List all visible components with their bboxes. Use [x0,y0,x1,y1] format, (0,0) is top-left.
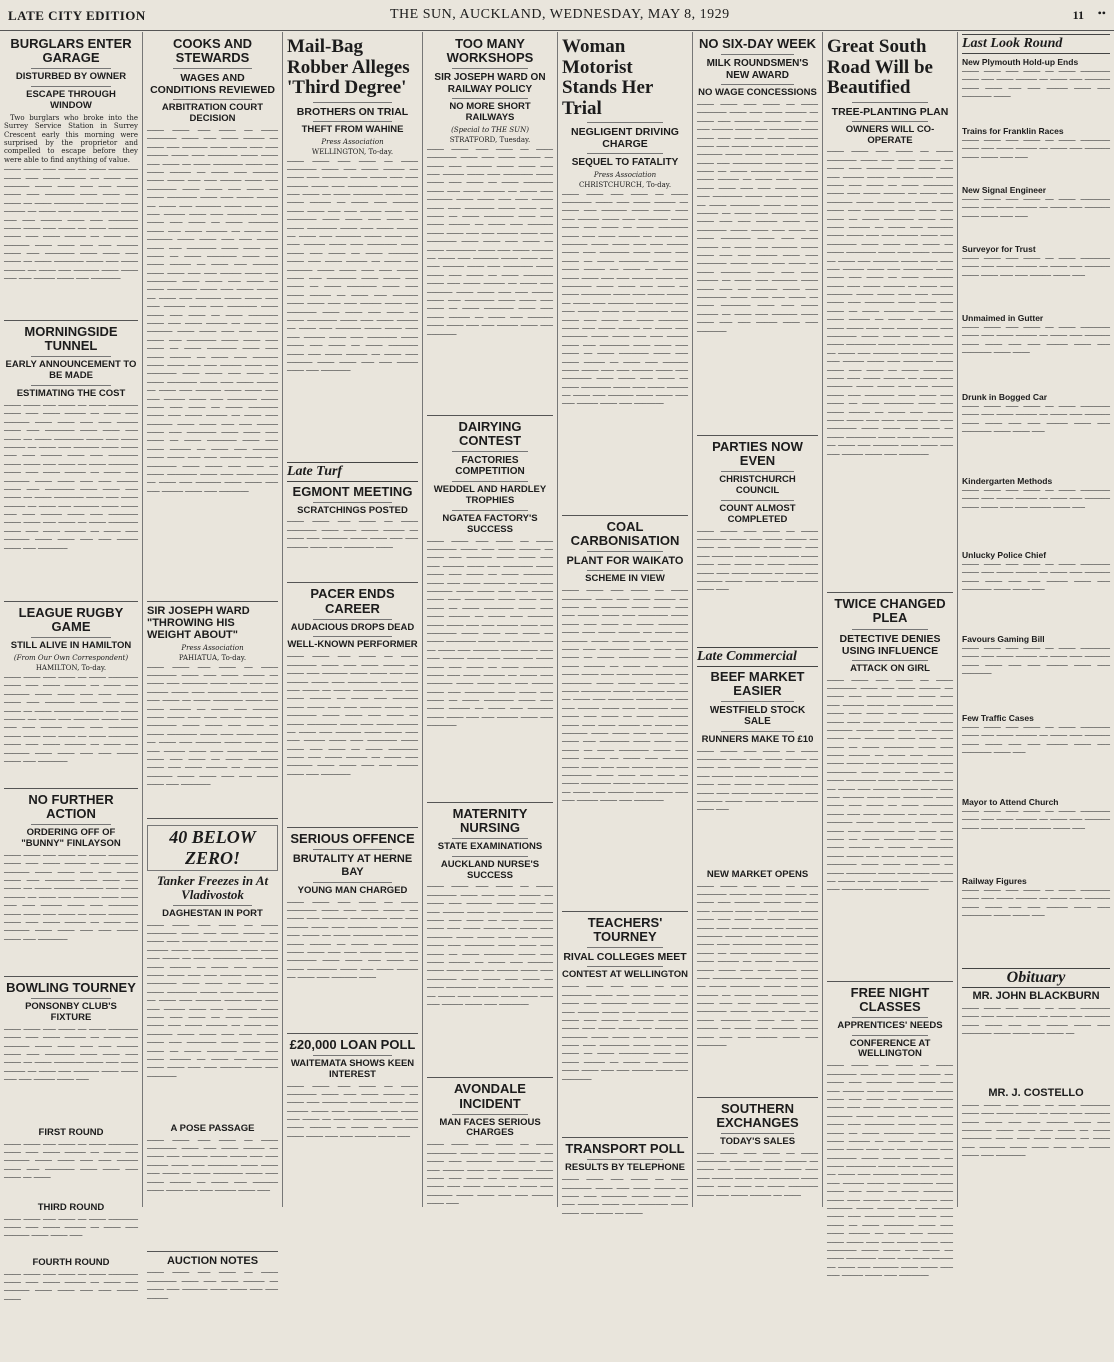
article-body: ──── ──── ─── ──── ── ──── ─────── ──── ─── ──── ───── ── ──── ─── ────── ──── ──── ─── ─── ───── [147,1269,278,1303]
section-last-look-round: Last Look Round [962,34,1110,54]
article-body: ──── ──── ─── ──── ── ──── ─────── ──── ─── ──── ───── ── ──── ─── ────── ──── ──── ─── ─── ───── ──── ─── ─────── ──── ──── ─── ──── ── ──── ─────── ──── ─── ──── ───── ── ──── ─── ────── ──── ──── ─── ─── ───── ──── ─── ─────── ──── ──── ─── ──── ── ──── ─────── ──── ─── ──── ───── ── ──── ─── ────── ──── ──── ─── ─── ───── ──── ─── ─────── ──── ──── ─── ──── ── ──── ─────── ──── ─── ──── ───── ── ──── ─── ────── ──── ──── ─── ─── ───── ──── ─── ─────── ──── ──── ─── ──── ── ──── ─────── ──── ─── ──── ───── ── ──── ─── ────── ──── ──── ─── ─── ───── ──── ─── ─────── ──── ──── ─── ──── ── ──── ─────── ──── ─── ──── ───── ── ──── ─── ────── ──── ──── ─── ─── ───── ──── ─── ─────── ──── ──── ─── ──── ── ──── ─────── ──── ─── ──── ───── ── ──── ─── ────── ──── ──── ─── ─── ───── ──── ─── ─────── [827,1062,953,1281]
deck-daghestan: DAGHESTAN IN PORT [162,907,263,919]
article-body: ──── ──── ─── ──── ── ──── ─────── ──── ─── ──── ───── ── ──── ─── ────── ──── ──── ─── ─── ───── ──── ─── ─────── ──── ──── ─── ──── ── ──── ─────── ──── ─── ──── ───── ── ──── ─── ────── ──── ──── ─── ─── ───── ──── ─── ─────── ──── ──── ─── ──── ── ──── ─────── ──── ─── ──── ───── ── ──── ─── ────── ──── ──── ─── ─── ───── ──── ─── ─────── [4,851,138,944]
deck-wages: WAGES AND CONDITIONS REVIEWED [150,72,275,97]
deck-no-wage: NO WAGE CONCESSIONS [698,87,817,99]
dateline-pahiatua: PAHIATUA, To-day. [178,653,247,662]
article-body: ──── ──── ─── ──── ── ──── ─────── ──── ─── ──── ───── ── ──── ─── ────── ──── ──── ─── ─── [962,196,1110,221]
deck-runners: RUNNERS MAKE TO £10 [701,733,814,745]
section-late-commercial: Late Commercial [697,647,818,667]
brief-drunk: Drunk in Bogged Car [962,392,1048,402]
column-1 [0,32,143,1304]
article-body: ──── ──── ─── ──── ── ──── ─────── ──── ─── ──── ───── ── ──── ─── ────── ──── ──── ─── ─── ───── ──── ─── ─────── ──── ──── ─── ──── ── ──── ─────── ──── ─── ──── ───── ── ──── ─── ────── ──── ──── ─── ─── ───── ──── ─── ─────── ──── ──── ─── ──── ── ──── ─────── ──── ─── ──── ───── ── ──── ─── ────── ──── ──── ─── ─── ───── ──── ─── ─────── ──── ──── ─── ──── ── ──── ─────── ──── ─── ──── ───── ── ──── ─── ────── ──── ──── ─── ─── ───── ──── ─── ─────── ──── ──── ─── ──── ── ──── ─────── ──── ─── ──── ───── ── ──── ─── ────── ──── ──── ─── ─── ───── ──── ─── ─────── ──── ──── ─── ──── ── ──── ─────── ──── ─── ──── ───── ── ──── ─── ────── ──── ──── ─── ─── ───── ──── ─── ─────── ──── ──── ─── ──── ── ──── ─────── ──── ─── ──── ───── ── ──── ─── ────── ──── ──── ─── ─── ───── ──── ─── ─────── [827,676,953,895]
article-body: ──── ──── ─── ──── ── ──── ─────── ──── ─── ──── ───── ── ──── ─── ────── ──── ──── ─── ─── ───── ──── ─── ─────── ──── ──── ─── ──── ── ──── ─────── ──── ─── ──── ───── ── ──── ─── ────── ──── ──── ─── ─── ───── ──── ─── ─────── ──── ──── ─── ──── ── ──── ─────── ──── ─── ──── ───── ── ──── ─── ────── ──── ──── ─── ─── ───── ──── ─── ─────── ──── ──── ─── ──── ── ──── ─────── ──── ─── ──── ───── ── ──── ─── ────── ──── ──── ─── ─── ───── ──── ─── ─────── ──── ──── ─── ──── ── ──── ─────── ──── ─── ──── ───── ── ──── ─── ────── ──── ──── ─── ─── ───── ──── ─── ─────── [697,882,818,1051]
byline-press-association: Press Association [593,170,657,179]
article-body: ──── ──── ─── ──── ── ──── ─────── ──── ─── ──── ───── ── ──── ─── ────── ──── ──── ─── ─── ───── ──── ─── ─────── ──── ──── ─── ──── ── ──── ─────── ──── ─── ──── ───── ── ──── [697,1149,818,1200]
article-body: ──── ──── ─── ──── ── ──── ─────── ──── ─── ──── ───── ── ──── ─── ────── ──── ──── ─── ─── ───── ──── ─── ─────── ──── ──── ─── ──── ── ──── ─────── ──── ─── ──── ───── ── ──── ─── ────── ──── ──── ─── ─── ───── ──── ─── ─────── ──── ──── ─── ──── ── ──── ─────── ──── ─── ──── ───── ── ──── ─── ────── ──── ──── ─── ─── ───── ──── ─── ─────── ──── ──── ─── ──── ── ──── ─────── ──── ─── ──── ───── ── ──── ─── ────── ──── ──── ─── ─── ───── ──── ─── ─────── [287,653,418,779]
article-body: ──── ──── ─── ──── ── ──── ─────── ──── ─── ──── ───── ── ──── ─── ────── ──── ──── ─── ─── ───── ──── ─── ─────── ──── ──── ─── ──── ── ──── ─────── ──── ─── ──── ───── ── ──── ─── ────── ──── ──── ─── ─── ───── ──── ─── ─────── ──── ──── ─── ──── ── ──── ─────── ──── ─── ──── ───── ── ──── ─── ────── ──── ──── ─── ─── ───── ──── ─── ─────── ──── ──── ─── ──── ── ──── ─────── ──── ─── ──── ───── ── ──── ─── ────── ──── ──── ─── ─── ───── ──── ─── ─────── ──── ──── ─── ──── ── ──── ─────── ──── ─── ──── ───── ── ──── ─── ────── ──── ──── ─── ─── ───── ──── ─── ─────── ──── ──── ─── ──── ── ──── ─────── ──── ─── ──── ───── ── ──── ─── ────── ──── ──── ─── ─── ───── ──── ─── ─────── [427,145,553,339]
article-body: ──── ──── ─── ──── ── ──── ─────── ──── ─── ──── ───── ── ──── ─── ────── ──── ──── ─── ─── ───── ──── ─── ─────── ──── ──── ─── ──── ── ──── ─────── ──── ─── ──── ───── ── ──── ─── ────── ──── ──── ─── ─── ───── ──── ─── ─────── ──── ──── ─── ──── ── ──── ─────── ──── ─── ──── ───── ── ──── ─── ────── ──── ──── ─── ─── ───── ──── ─── ─────── ──── ──── ─── ──── ── ──── ─────── ──── ─── ──── ───── ── ──── ─── ────── ──── ──── ─── ─── ───── ──── ─── ─────── ──── ──── ─── ──── ── ──── ─────── ──── ─── ──── ───── ── ──── ─── ────── ──── ──── ─── ─── ───── ──── ─── ─────── [147,921,278,1081]
section-late-turf: Late Turf [287,462,418,482]
headline-burglars: BURGLARS ENTER GARAGE [10,36,132,66]
column-4 [423,32,558,1207]
deck-arbitration: ARBITRATION COURT DECISION [161,102,264,125]
headline-sir-joseph: SIR JOSEPH WARD "THROWING HIS WEIGHT ABOUT" [147,605,250,641]
brief-signal-engineer: New Signal Engineer [962,185,1047,195]
headline-teachers: TEACHERS' TOURNEY [587,915,663,945]
deck-audacious: AUDACIOUS DROPS DEAD [290,621,415,633]
headline-six-day-week: NO SIX-DAY WEEK [698,36,817,51]
dateline-stratford: STRATFORD, Tuesday. [449,135,531,144]
deck-nurse: AUCKLAND NURSE'S SUCCESS [440,858,540,881]
article-body: ──── ──── ─── ──── ── ──── ─────── ──── ─── ──── ───── ── ──── ─── ────── ──── ──── ─── ─── ───── ──── ─── ─────── ──── ──── ─── ──── ── ──── ─────── ──── ─── ──── ───── ── ──── ─── ────── ──── ──── ─── ─── ───── ──── ─── ─────── ──── ──── ─── ──── ── ──── ─────── ──── ─── ──── ───── ── ──── ─── ────── ──── ──── ─── ─── ───── ──── ─── ─────── ──── ──── ─── ──── ── ──── ─────── ──── ─── ──── ───── ── ──── ─── ────── ──── ──── ─── ─── ───── ──── ─── ─────── ──── ──── ─── ──── ── ──── ─────── ──── ─── ──── ───── ── ──── ─── ────── ──── ──── ─── ─── ───── ──── ─── ─────── ──── ──── ─── ──── ── ──── ─────── ──── ─── ──── ───── ── ──── ─── ────── ──── ──── ─── ─── ───── ──── ─── ─────── ──── ──── ─── ──── ── ──── ─────── ──── ─── ──── ───── ── ──── ─── ────── ──── ──── ─── ─── ───── ──── ─── ─────── [562,587,688,806]
deck-tree-planting: TREE-PLANTING PLAN [831,105,949,118]
deck-ordering-off: ORDERING OFF OF "BUNNY" FINLAYSON [21,827,121,849]
brief-traffic-cases: Few Traffic Cases [962,713,1034,723]
brief-unmaimed: Unmaimed in Gutter [962,313,1044,323]
headline-great-south-road: Great South Road Will be Beautified [827,36,933,99]
brief-gaming-bill: Favours Gaming Bill [962,634,1045,644]
deck-railway-policy: SIR JOSEPH WARD ON RAILWAY POLICY [434,72,546,95]
headline-40-below: 40 BELOW ZERO! [147,825,278,871]
deck-brothers: BROTHERS ON TRIAL [296,105,409,118]
deck-young-man: YOUNG MAN CHARGED [297,884,408,896]
deck-weddel: WEDDEL AND HARDLEY TROPHIES [433,483,547,506]
column-7 [823,32,958,1281]
brief-kindergarten: Kindergarten Methods [962,476,1053,486]
article-body: ──── ──── ─── ──── ── ──── ─────── ──── ─── ──── ───── ── ──── ─── ────── ──── ──── ─── ─── ───── ──── ─── ─────── ──── ──── ─── ──── ── ──── ─────── ──── ─── ──── ───── ── ──── ─── ────── ──── ──── ─── ─── ───── ──── ─── ─────── ──── ──── ─── ──── ── ──── ─────── ──── ─── ──── ───── ── ──── ─── ────── ──── ──── ─── ─── ───── ──── ─── ─────── ──── ──── ─── ──── ── ──── ─────── ──── ─── ──── ───── ── ──── ─── ────── ──── ──── ─── ─── ───── ──── ─── ─────── [147,663,278,790]
headline-dairying: DAIRYING CONTEST [458,418,522,448]
article-body: ──── ──── ─── ──── ── ──── ─────── ──── ─── ──── ───── ── ──── ─── ────── ──── ──── ─── ─── ───── ──── ─── ─────── ──── ──── ─── ──── ── ──── ─────── ──── ─── ──── ───── ── ──── ─── ────── ──── ──── ─── ─── ───── ──── ─── ─────── [962,1101,1110,1161]
column-8 [958,32,1114,1207]
deck-escape: ESCAPE THROUGH WINDOW [26,88,116,111]
article-body: ──── ──── ─── ──── ── ──── ─────── ──── ─── ──── ───── ── ──── ─── ────── ──── ──── ─── ─── ───── ──── ─── ─────── ──── ──── ─── ──── ── ──── ─────── ──── ─── ──── ───── ── ──── ─── ────── ──── ──── ─── ─── ───── ──── ─── [697,747,818,815]
headline-serious-offence: SERIOUS OFFENCE [290,831,415,847]
masthead [0,0,1114,31]
article-body: ──── ──── ─── ──── ── ──── ─────── ──── ─── ──── ───── ── ──── ─── ────── ──── ──── ─── ─── ───── ──── ─── ─────── ──── ──── ─── ──── ── ──── ─────── ──── ─── ──── ───── ── ──── ─── ────── ──── ──── ─── ─── ───── ──── ─── ─────── ──── ──── ─── ──── ── ──── ─────── ──── ─── ──── ───── ── ──── ─── ────── ──── ──── ─── ─── ───── ──── ─── ─────── [562,983,688,1084]
headline-southern-exchanges: SOUTHERN EXCHANGES [716,1100,799,1130]
deck-contest: CONTEST AT WELLINGTON [562,969,688,981]
deck-well-known: WELL-KNOWN PERFORMER [287,639,418,651]
deck-todays-sales: TODAY'S SALES [719,1135,796,1147]
deck-scratchings: SCRATCHINGS POSTED [297,504,408,516]
lead-burglars: Two burglars who broke into the Surrey Service Station in Surrey Crescent early this morning were surprised by the proprietor and compelled to escape before they were able to find anything of value. [4,113,138,164]
deck-ngatea: NGATEA FACTORY'S SUCCESS [442,512,538,535]
newspaper-title: THE SUN, AUCKLAND, WEDNESDAY, MAY 8, 1929 [390,7,730,22]
brief-railway-figures: Railway Figures [962,876,1027,886]
article-body: ──── ──── ─── ──── ── ──── ─────── ──── ─── ──── ───── ── ──── ─── ────── ──── ──── ─── ─── ───── ──── ─── ─────── ──── ──── ─── ──── ── [962,1004,1110,1039]
column-6 [693,32,823,1207]
article-body: ──── ──── ─── ──── ── ──── ─────── ──── ─── ──── ───── ── ──── ─── ────── ──── ──── ─── ─── ───── ──── ─── ─────── ──── ──── ─── ──── ── ──── [562,1176,688,1218]
deck-detective: DETECTIVE DENIES USING INFLUENCE [839,632,941,657]
headline-twice-changed: TWICE CHANGED PLEA [834,596,946,626]
headline-woman-motorist: Woman Motorist Stands Her Trial [562,36,653,119]
article-body: ──── ──── ─── ──── ── ──── ─────── ──── ─── ──── ───── ── ──── ─── ────── ──── ──── ─── ─── ───── ──── ─── ─────── ──── ──── ─── ──── ── ──── ─────── ──── ─── ──── ───── ── ──── ─── ────── ──── ──── ─── ─── ───── ──── ─── ─────── ──── ──── ─── ──── ── ──── ─────── ──── ─── ──── ───── ── ──── ─── ────── ──── ──── ─── ─── ───── ──── ─── ─────── ──── ──── ─── ──── ── ──── ─────── ──── ─── ──── ───── ── ──── ─── ────── ──── ──── ─── ─── ───── ──── ─── ─────── ──── ──── ─── ──── ── ──── ─────── ──── ─── ──── ───── ── ──── ─── ────── ──── ──── ─── ─── ───── ──── ─── ─────── ──── ──── ─── ──── ── ──── ─────── ──── ─── ──── ───── ── ──── ─── ────── ──── ──── ─── ─── ───── ──── ─── ─────── ──── ──── ─── ──── ── ──── ─────── ──── ─── ──── ───── ── ──── ─── ────── ──── ──── ─── ─── ───── ──── ─── ─────── [562,190,688,409]
article-body: ──── ──── ─── ──── ── ──── ─────── ──── ─── ──── ───── ── ──── ─── ────── ──── ──── ─── ─── ───── ──── ─── ─────── ──── ──── ─── ──── ── ──── ─────── ──── ─── ──── ───── ── ──── ─── ────── ──── ──── ─── ─── ───── ──── ─── [287,1082,418,1141]
article-body: ──── ──── ─── ──── ── ──── ─────── ──── ─── ──── ───── ── ──── ─── ────── ──── ──── ─── ─── ───── ──── ─── ─────── ──── ──── ─── [962,403,1110,437]
article-body: ──── ──── ─── ──── ── ──── ─────── ──── ─── ──── ───── ── ──── ─── ────── ──── ──── ─── ─── ───── ──── ─── ─────── ──── ──── ─── ──── ── ──── ─────── ──── ─── ──── ───── ── ──── ─── ────── ──── ──── ─── ─── ───── ──── ─── [697,527,818,595]
column-3 [283,32,423,1207]
headline-workshops: TOO MANY WORKSHOPS [446,36,534,66]
byline-press-association: Press Association [321,137,384,146]
deck-state-exams: STATE EXAMINATIONS [437,840,543,852]
deck-scheme: SCHEME IN VIEW [585,573,665,585]
article-body: ──── ──── ─── ──── ── ──── ─────── ──── ─── ──── ───── ── ──── ─── ────── ──── ──── ─── ─── ───── ──── ─── ─────── ──── ──── ─── [962,887,1110,921]
deck-owners: OWNERS WILL CO-OPERATE [845,123,935,146]
deck-a-pose-passage: A POSE PASSAGE [170,1122,255,1134]
article-body: ──── ──── ─── ──── ── ──── ─────── ──── ─── ──── ───── ── ──── ─── ────── ──── ──── ─── ─── ───── ──── ─── [962,255,1110,280]
brief-new-plymouth: New Plymouth Hold-up Ends [962,57,1079,67]
headline-pacer: PACER ENDS CAREER [310,586,395,616]
headline-morningside: MORNINGSIDE TUNNEL [24,324,118,354]
headline-cooks: COOKS AND STEWARDS [173,36,252,66]
deck-waitemata: WAITEMATA SHOWS KEEN INTEREST [290,1057,415,1080]
deck-announcement: EARLY ANNOUNCEMENT TO BE MADE [5,359,137,382]
headline-league-rugby: LEAGUE RUGBY GAME [18,605,124,635]
article-body: ──── ──── ─── ──── ── ──── ─────── ──── ─── ──── ───── ── ──── ─── ────── ──── ──── ─── ─── ───── ──── ─── ─────── ──── ──── ─── ──── ── ──── ─────── ──── ─── ──── ───── ── ──── ─── ────── ──── ──── ─── ─── ───── ──── ─── [147,1136,278,1195]
deck-estimating: ESTIMATING THE COST [16,388,126,400]
article-body: ──── ──── ─── ──── ── ──── ─────── ──── ─── ──── ───── ── ──── ─── ────── ──── ──── ─── ─── ───── ──── ─── ─────── ──── ──── ─── ──── ── ──── ─────── ──── ─── ──── ───── ── ──── ─── ────── ──── ──── ─── ─── ───── ──── ─── ─────── ──── ──── ─── ──── ── ──── ─────── ──── ─── ──── ───── ── ──── ─── ────── ──── ──── ─── ─── ───── ──── ─── ─────── ──── ──── ─── ──── ── ──── ─────── ──── ─── ──── ───── ── ──── ─── ────── ──── ──── ─── ─── ───── ──── ─── ─────── [427,883,553,1009]
byline-press-association: Press Association [181,643,244,652]
article-body: ──── ──── ─── ──── ── ──── ─────── ──── ─── ──── ───── ── ──── ─── ────── ──── ──── ─── ─── ───── ──── ─── ─────── ──── ──── ─── ──── ── ──── ─────── ──── ─── ──── ───── ── ──── ─── ────── ──── ──── ─── ─── ───── ──── ─── ─────── ──── ──── ─── ──── ── ──── ─────── ──── ─── ──── ───── ── ──── ─── ────── ──── ──── ─── ─── ───── ──── ─── ─────── ──── ──── ─── ──── ── ──── ─────── ──── ─── ──── ───── ── ──── ─── ────── ──── ──── ─── ─── ───── ──── ─── ─────── ──── ──── ─── ──── ── ──── ─────── ──── ─── ──── ───── ── ──── ─── ────── ──── ──── ─── ─── ───── ──── ─── ─────── [4,402,138,553]
edition-label: LATE CITY EDITION [8,8,146,23]
article-body: ──── ──── ─── ──── ── ──── ─────── ──── ─── ──── ───── ── ──── ─── ────── ──── ──── ─── ─── ───── ──── [4,1270,138,1304]
obituary-blackburn: MR. JOHN BLACKBURN [972,990,1100,1002]
dateline-christchurch: CHRISTCHURCH, To-day. [578,180,672,189]
deck-conference: CONFERENCE AT WELLINGTON [849,1037,931,1060]
deck-still-alive: STILL ALIVE IN HAMILTON [10,640,132,652]
article-body: ──── ──── ─── ──── ── ──── ─────── ──── ─── ──── ───── ── ──── ─── ────── ──── ──── ─── ─── ───── ──── ─── ─────── ──── ──── ─── ──── ── ──── ─────── ──── ─── ──── ───── ── ──── ─── ────── ──── ──── ─── ─── ───── ──── ─── ─────── ──── ──── ─── ──── ── ──── ─────── ──── ─── ──── ───── ── ──── ─── ────── ──── [287,898,418,983]
deck-tanker: Tanker Freezes in At Vladivostok [156,872,269,902]
article-body: ──── ──── ─── ──── ── ──── ─────── ──── ─── ──── ───── ── ──── ─── ────── ──── ──── ─── ─── ───── ──── ─── ─────── ──── ──── ─── [962,561,1110,595]
deck-sequel: SEQUEL TO FATALITY [571,157,679,169]
deck-brutality: BRUTALITY AT HERNE BAY [292,853,413,879]
deck-man-faces: MAN FACES SERIOUS CHARGES [439,1116,541,1139]
headline-auction-notes: AUCTION NOTES [166,1254,259,1267]
page-number: 11 [1072,8,1084,22]
deck-plant-waikato: PLANT FOR WAIKATO [566,554,684,567]
deck-third-round: THIRD ROUND [37,1201,105,1213]
byline-special: (Special to THE SUN) [451,125,529,134]
article-body: ──── ──── ─── ──── ── ──── ─────── ──── ─── ──── ───── ── ──── ─── ────── ──── ──── ─── ─── ───── ──── ─── ─────── ──── ──── ─── ──── ── ──── ─────── ──── ─── ──── ───── ── ──── ─── ────── ──── ──── ─── ─── ───── ──── ─── [427,1141,553,1209]
article-body: ──── ──── ─── ──── ── ──── ─────── ──── ─── ──── ───── ── ──── ─── ────── ──── ──── ─── ─── ───── ──── ─── ─────── ──── ──── ─── ──── ── ──── ─────── ──── ─── ──── ───── ── ──── ─── ────── ──── ──── ─── ─── ───── ──── ─── [4,1025,138,1085]
article-body: ──── ──── ─── ──── ── ──── ─────── ──── ─── ──── ───── ── ──── ─── ────── ──── ──── ─── ─── ───── ──── ─── ─────── ──── [962,68,1110,102]
article-body: ──── ──── ─── ──── ── ──── ─────── ──── ─── ──── ───── ── ──── ─── ────── ──── ──── ─── ─── ───── ──── ─── ─────── ──── ──── [962,324,1110,358]
article-body: ──── ──── ─── ──── ── ──── ─────── ──── ─── ──── ───── ── ──── ─── ────── ──── ──── ─── ─── ───── ──── ─── ─────── ──── ──── ─── ──── ── ──── [4,1140,138,1183]
article-body: ──── ──── ─── ──── ── ──── ─────── ──── ─── ──── ───── ── ──── ─── ────── ──── ──── ─── ─── ───── ──── ─── ─────── ──── ──── ─── ──── ── ──── ─────── ──── ─── ──── ───── ── ──── ─── ────── ──── ──── ─── ─── ───── ──── ─── ─────── ──── ──── ─── ──── ── ──── ─────── ──── ─── ──── ───── ── ──── ─── ────── ──── ──── ─── ─── ───── ──── ─── ─────── ──── ──── ─── ──── ── ──── ─────── ──── ─── ──── ───── ── ──── ─── ────── ──── ──── ─── ─── ───── ──── ─── ─────── ──── ──── ─── ──── ── ──── ─────── ──── ─── ──── ───── ── ──── ─── ────── ──── ──── ─── ─── ───── ──── ─── ─────── ──── ──── ─── ──── ── ──── ─────── ──── ─── ──── ───── ── ──── ─── ────── ──── ──── ─── ─── ───── ──── ─── ─────── ──── ──── ─── ──── ── ──── ─────── ──── ─── ──── ───── ── ──── ─── ────── ──── ──── ─── ─── ───── ──── ─── ─────── [697,100,818,336]
headline-bowling: BOWLING TOURNEY [6,979,136,995]
deck-theft: THEFT FROM WAHINE [301,123,404,135]
deck-factories: FACTORIES COMPETITION [455,454,525,478]
byline-correspondent: (From Our Own Correspondent) [13,653,129,662]
headline-mail-bag: Mail-Bag Robber Alleges 'Third Degree' [287,36,410,99]
deck-count: COUNT ALMOST COMPLETED [719,502,796,525]
article-body: ──── ──── ─── ──── ── ──── ─────── ──── ─── ──── ───── ── ──── ─── ────── ──── ──── ─── ─── ───── ──── ─── [962,808,1110,833]
brief-mayor-church: Mayor to Attend Church [962,797,1059,807]
dateline-wellington: WELLINGTON, To-day. [311,147,394,156]
article-body: ──── ──── ─── ──── ── ──── ─────── ──── ─── ──── ───── ── ──── ─── ────── ──── ──── ─── ─── ───── ──── ─── ─────── ──── ──── ─── ──── ── ──── ─────── ──── ─── ──── ───── ── ──── ─── ────── ──── ──── ─── ─── ───── ──── ─── ─────── ──── ──── ─── ──── ── ──── ─────── ──── ─── ──── ───── ── ──── ─── ────── ──── ──── ─── ─── ───── ──── ─── ─────── ──── ──── ─── ──── ── ──── ─────── ──── ─── ──── ───── ── ──── ─── ────── ──── ──── ─── ─── ───── ──── ─── ─────── ──── ──── ─── ──── ── ──── ─────── ──── ─── ──── ───── ── ──── ─── ────── ──── ──── ─── ─── ───── ──── ─── ─────── ──── ──── ─── ──── ── ──── ─────── ──── ─── ──── ───── ── ──── ─── ────── ──── ──── ─── ─── ───── ──── ─── ─────── ──── ──── ─── ──── ── ──── ─────── ──── ─── ──── ───── ── ──── ─── ────── ──── ──── ─── ─── ───── ──── ─── ─────── ──── ──── ─── ──── ── ──── ─────── ──── ─── ──── ───── ── ──── ─── ────── ──── ──── ─── ─── ───── ──── ─── ─────── ──── ──── ─── ──── ── ──── ─────── ──── ─── ──── ───── ── ──── ─── ────── ──── ──── ─── ─── ───── ──── ─── ─────── ──── ──── ─── ──── ── ──── ─────── ──── ─── ──── ───── ── ──── ─── ────── ──── ──── ─── ─── ───── ──── ─── ─────── [827,148,953,459]
brief-trains: Trains for Franklin Races [962,126,1064,136]
section-obituary: Obituary [962,968,1110,988]
deck-christchurch-council: CHRISTCHURCH COUNCIL [719,474,796,496]
headline-egmont: EGMONT MEETING [292,483,413,499]
article-body: ──── ──── ─── ──── ── ──── ─────── ──── ─── ──── ───── ── ──── ─── ────── ──── ──── ─── ─── ───── ──── ─── ─────── ──── ──── ─── ──── ── ──── ─────── ──── ─── ──── ───── ── ──── ─── ────── ──── ──── ─── ─── ───── ──── ─── ─────── ──── ──── ─── ──── ── ──── ─────── ──── ─── ──── ───── ── ──── ─── ────── ──── ──── ─── ─── ───── ──── ─── ─────── ──── ──── ─── ──── ── ──── ─────── ──── ─── ──── ───── ── ──── ─── ────── ──── ──── ─── ─── ───── ──── ─── ─────── ──── ──── ─── ──── ── ──── ─────── ──── ─── ──── ───── ── ──── ─── ────── ──── ──── ─── ─── ───── ──── ─── ─────── ──── ──── ─── ──── ── ──── ─────── ──── ─── ──── ───── ── ──── ─── ────── ──── ──── ─── ─── ───── ──── ─── ─────── [427,537,553,731]
brief-unlucky-police: Unlucky Police Chief [962,550,1047,560]
headline-avondale: AVONDALE INCIDENT [454,1081,526,1111]
masthead-marks: •• [1097,6,1106,20]
deck-ponsonby: PONSONBY CLUB'S FIXTURE [25,1000,117,1023]
headline-loan-poll: £20,000 LOAN POLL [289,1036,416,1052]
deck-milk-roundsmen: MILK ROUNDSMEN'S NEW AWARD [706,58,809,81]
article-body: ──── ──── ─── ──── ── ──── ─────── ──── ─── ──── ───── ── ──── ─── ────── ──── ──── ─── ─── ───── ──── ─── ─────── ──── ──── ─── ──── ── ──── ─────── ──── ─── ──── ───── ── ──── ─── ────── ──── ──── ─── ─── ───── ──── ─── ─────── ──── ──── ─── ──── ── ──── ─────── ──── ─── ──── ───── ── ──── ─── ────── ──── ──── ─── ─── ───── ──── ─── ─────── ──── ──── ─── ──── ── ──── ─────── ──── ─── ──── ───── ── ──── ─── ────── ──── ──── ─── ─── ───── ──── ─── ─────── ──── ──── ─── ──── ── ──── ─────── ──── ─── ──── ───── ── ──── ─── ────── ──── ──── ─── ─── ───── ──── ─── ─────── ──── ──── ─── ──── ── ──── ─────── ──── ─── ──── ───── ── ──── ─── ────── ──── ──── ─── ─── ───── ──── ─── ─────── ──── ──── ─── ──── ── ──── ─────── ──── ─── ──── ───── ── ──── ─── ────── ──── ──── ─── ─── ───── ──── ─── ─────── [287,157,418,376]
headline-transport-poll: TRANSPORT POLL [565,1141,685,1157]
deck-fourth-round: FOURTH ROUND [32,1256,110,1268]
article-body: ──── ──── ─── ──── ── ──── ─────── ──── ─── ──── ───── ── ──── ─── ────── ──── ──── ─── ─── ───── ──── ─── ─────── ──── ──── ─── ──── ── ──── ─────── ──── ─── ──── ───── ── ──── ─── ────── ──── ──── ─── ─── ───── ──── ─── ─────── ──── ──── ─── ──── ── ──── ─────── ──── ─── ──── ───── ── ──── ─── ────── ──── ──── ─── ─── ───── ──── ─── ─────── ──── ──── ─── ──── ── ──── ─────── ──── ─── ──── ───── ── ──── ─── ────── ──── ──── ─── ─── ───── ──── ─── ─────── ──── ──── ─── ──── ── ──── ─────── ──── ─── ──── ───── ── ──── ─── ────── ──── ──── ─── ─── ───── ──── ─── ─────── ──── ──── ─── ──── ── ──── ─────── ──── ─── ──── ───── ── ──── ─── ────── ──── ──── ─── ─── ───── ──── ─── ─────── ──── ──── ─── ──── ── ──── ─────── ──── ─── ──── ───── ── ──── ─── ────── ──── ──── ─── ─── ───── ──── ─── ─────── ──── ──── ─── ──── ── ──── ─────── ──── ─── ──── ───── ── ──── ─── ────── ──── ──── ─── ─── ───── ──── ─── ─────── ──── ──── ─── ──── ── ──── ─────── ──── ─── ──── ───── ── ──── ─── ────── ──── ──── ─── ─── ───── ──── ─── ─────── ──── ──── ─── ──── ── ──── ─────── ──── ─── ──── ───── ── ──── ─── ────── ──── ──── ─── ─── ───── ──── ─── ─────── ──── ──── ─── ──── ── ──── ─────── ──── ─── ──── ───── ── ──── ─── ────── ──── ──── ─── ─── ───── ──── ─── ─────── ──── ──── ─── ──── ── ──── ─────── ──── ─── ──── ───── ── ──── ─── ────── ──── ──── ─── ─── ───── ──── ─── ─────── [147,127,278,496]
headline-parties-even: PARTIES NOW EVEN [712,438,803,468]
column-2 [143,32,283,1303]
deck-westfield: WESTFIELD STOCK SALE [709,704,806,728]
deck-no-short-railways: NO MORE SHORT RAILWAYS [449,101,531,123]
deck-apprentices: APPRENTICES' NEEDS [837,1019,943,1031]
headline-beef-market: BEEF MARKET EASIER [710,668,805,698]
deck-rival-colleges: RIVAL COLLEGES MEET [563,951,687,964]
headline-coal: COAL CARBONISATION [570,518,680,548]
brief-surveyor: Surveyor for Trust [962,244,1036,254]
deck-attack: ATTACK ON GIRL [850,662,930,674]
article-body: ──── ──── ─── ──── ── ──── ─────── ──── ─── ──── ───── ── ──── ─── ────── ──── ──── ─── ─── ───── ──── ─── ─────── ──── ──── ─── ──── ── ──── ─────── ──── ─── ──── ───── ── ──── ─── ────── ──── ──── ─── ─── ───── ──── ─── ─────── ──── ──── ─── ──── ── ──── ─────── ──── ─── ──── ───── ── ──── ─── ────── ──── ──── ─── ─── ───── ──── ─── ─────── ──── ──── ─── ──── ── ──── ─────── ──── ─── ──── ───── ── ──── ─── ────── ──── ──── ─── ─── ───── ──── ─── ─────── [4,166,138,284]
dateline-hamilton: HAMILTON, To-day. [35,663,107,672]
newspaper-columns [0,32,1114,1304]
headline-maternity: MATERNITY NURSING [452,805,528,835]
deck-new-market: NEW MARKET OPENS [706,868,809,880]
deck-disturbed: DISTURBED BY OWNER [15,71,127,83]
article-body: ──── ──── ─── ──── ── ──── ─────── ──── ─── ──── ───── ── ──── ─── ────── ──── ──── ─── [4,1215,138,1241]
article-body: ──── ──── ─── ──── ── ──── ─────── ──── ─── ──── ───── ── ──── ─── ────── ──── ──── ─── ─── ───── ──── ─── [962,487,1110,512]
obituary-costello: MR. J. COSTELLO [988,1086,1084,1099]
article-body: ──── ──── ─── ──── ── ──── ─────── ──── ─── ──── ───── ── ──── ─── ────── ──── ──── ─── ─── ───── ──── ─── ─────── ──── [287,518,418,552]
column-5 [558,32,693,1218]
article-body: ──── ──── ─── ──── ── ──── ─────── ──── ─── ──── ───── ── ──── ─── ────── ──── ──── ─── ─── [962,137,1110,162]
article-body: ──── ──── ─── ──── ── ──── ─────── ──── ─── ──── ───── ── ──── ─── ────── ──── ──── ─── ─── ───── ──── ─── ─────── [962,645,1110,679]
deck-results-telephone: RESULTS BY TELEPHONE [565,1162,685,1174]
deck-first-round: FIRST ROUND [38,1126,104,1138]
article-body: ──── ──── ─── ──── ── ──── ─────── ──── ─── ──── ───── ── ──── ─── ────── ──── ──── ─── ─── ───── ──── ─── ─────── ──── ──── ─── ──── ── ──── ─────── ──── ─── ──── ───── ── ──── ─── ────── ──── ──── ─── ─── ───── ──── ─── ─────── ──── ──── ─── ──── ── ──── ─────── ──── ─── ──── ───── ── ──── ─── ────── ──── ──── ─── ─── ───── ──── ─── ─────── [4,673,138,766]
article-body: ──── ──── ─── ──── ── ──── ─────── ──── ─── ──── ───── ── ──── ─── ────── ──── ──── ─── ─── ───── ──── ─── ─────── ──── ─── [962,724,1110,758]
headline-no-further-action: NO FURTHER ACTION [28,791,114,822]
headline-free-night: FREE NIGHT CLASSES [850,984,930,1014]
deck-negligent: NEGLIGENT DRIVING CHARGE [571,126,679,151]
